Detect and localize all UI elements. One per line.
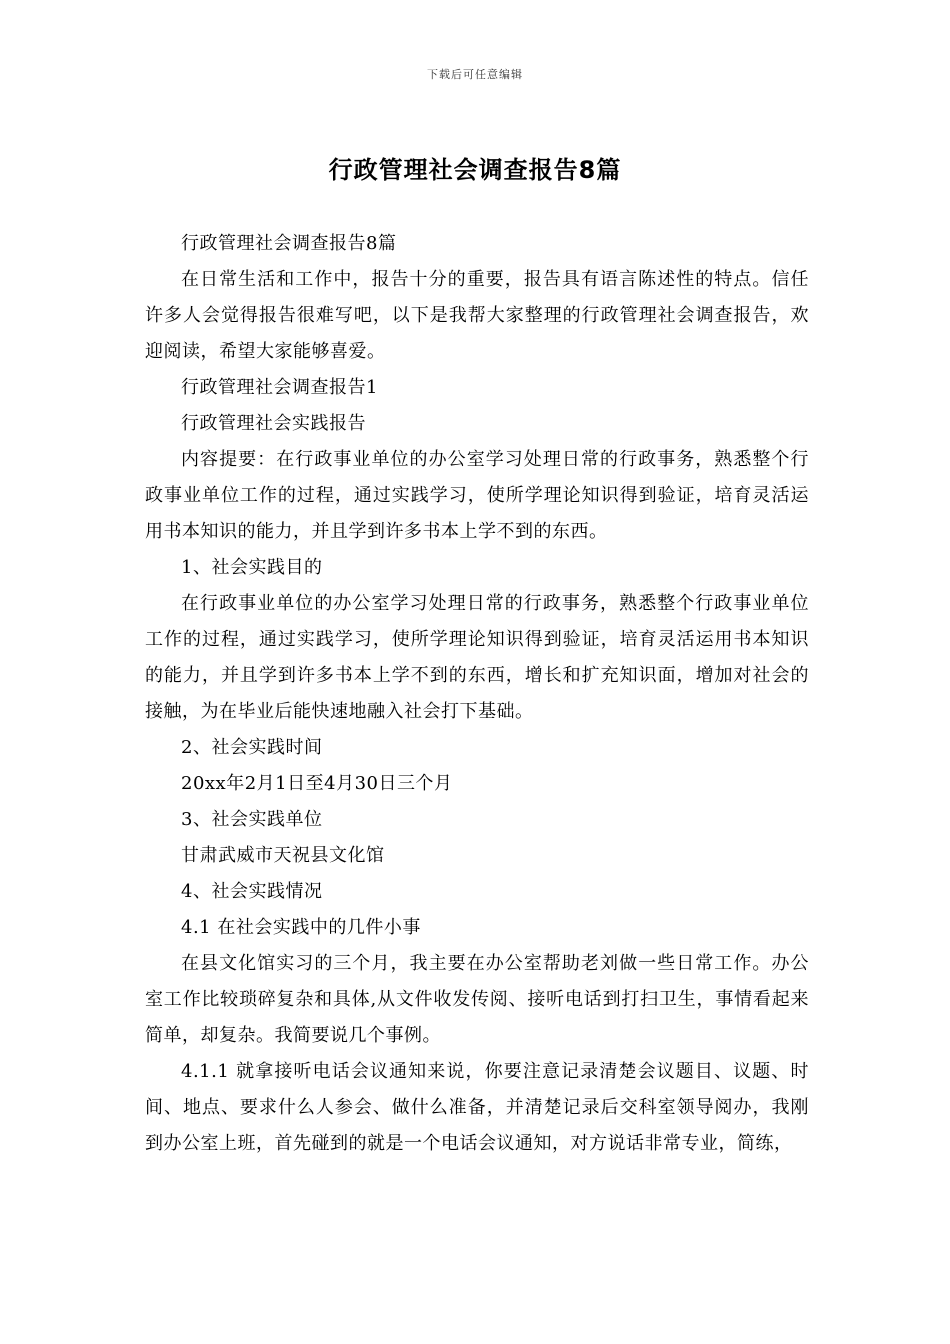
paragraph: 行政管理社会实践报告 bbox=[181, 413, 366, 434]
paragraph: 行政管理社会调查报告1 bbox=[181, 377, 378, 398]
paragraph: 甘肃武威市天祝县文化馆 bbox=[181, 845, 385, 866]
section-heading: 2、社会实践时间 bbox=[181, 737, 323, 758]
paragraph: 在县文化馆实习的三个月，我主要在办公室帮助老刘做一些日常工作。办公室工作比较琐碎复杂和具体,从文件收发传阅、接听电话到打扫卫生，事情看起来简单，却复杂。我简要说几个事例。 bbox=[145, 953, 809, 1046]
document-body bbox=[145, 226, 809, 1162]
document-title: 行政管理社会调查报告8篇 bbox=[328, 156, 622, 184]
header-note: 下载后可任意编辑 bbox=[427, 68, 523, 81]
paragraph: 行政管理社会调查报告8篇 bbox=[181, 233, 397, 254]
paragraph: 20xx年2月1日至4月30日三个月 bbox=[181, 773, 453, 794]
paragraph: 在行政事业单位的办公室学习处理日常的行政事务，熟悉整个行政事业单位工作的过程，通过实践学习，使所学理论知识得到验证，培育灵活运用书本知识的能力，并且学到许多书本上学不到的东西，增长和扩充知识面，增加对社会的接触，为在毕业后能快速地融入社会打下基础。 bbox=[145, 593, 809, 722]
paragraph: 在日常生活和工作中，报告十分的重要，报告具有语言陈述性的特点。信任许多人会觉得报告很难写吧，以下是我帮大家整理的行政管理社会调查报告，欢迎阅读，希望大家能够喜爱。 bbox=[145, 269, 809, 362]
section-heading: 1、社会实践目的 bbox=[181, 557, 323, 578]
paragraph: 4.1.1 就拿接听电话会议通知来说，你要注意记录清楚会议题目、议题、时间、地点、要求什么人参会、做什么准备，并清楚记录后交科室领导阅办，我刚到办公室上班，首先碰到的就是一个电话会议通知，对方说话非常专业，简练， bbox=[145, 1061, 809, 1154]
section-heading: 3、社会实践单位 bbox=[181, 809, 323, 830]
section-heading: 4、社会实践情况 bbox=[181, 881, 323, 902]
paragraph: 内容提要：在行政事业单位的办公室学习处理日常的行政事务，熟悉整个行政事业单位工作的过程，通过实践学习，使所学理论知识得到验证，培育灵活运用书本知识的能力，并且学到许多书本上学不到的东西。 bbox=[145, 449, 809, 542]
subsection-heading: 4.1 在社会实践中的几件小事 bbox=[181, 917, 421, 938]
